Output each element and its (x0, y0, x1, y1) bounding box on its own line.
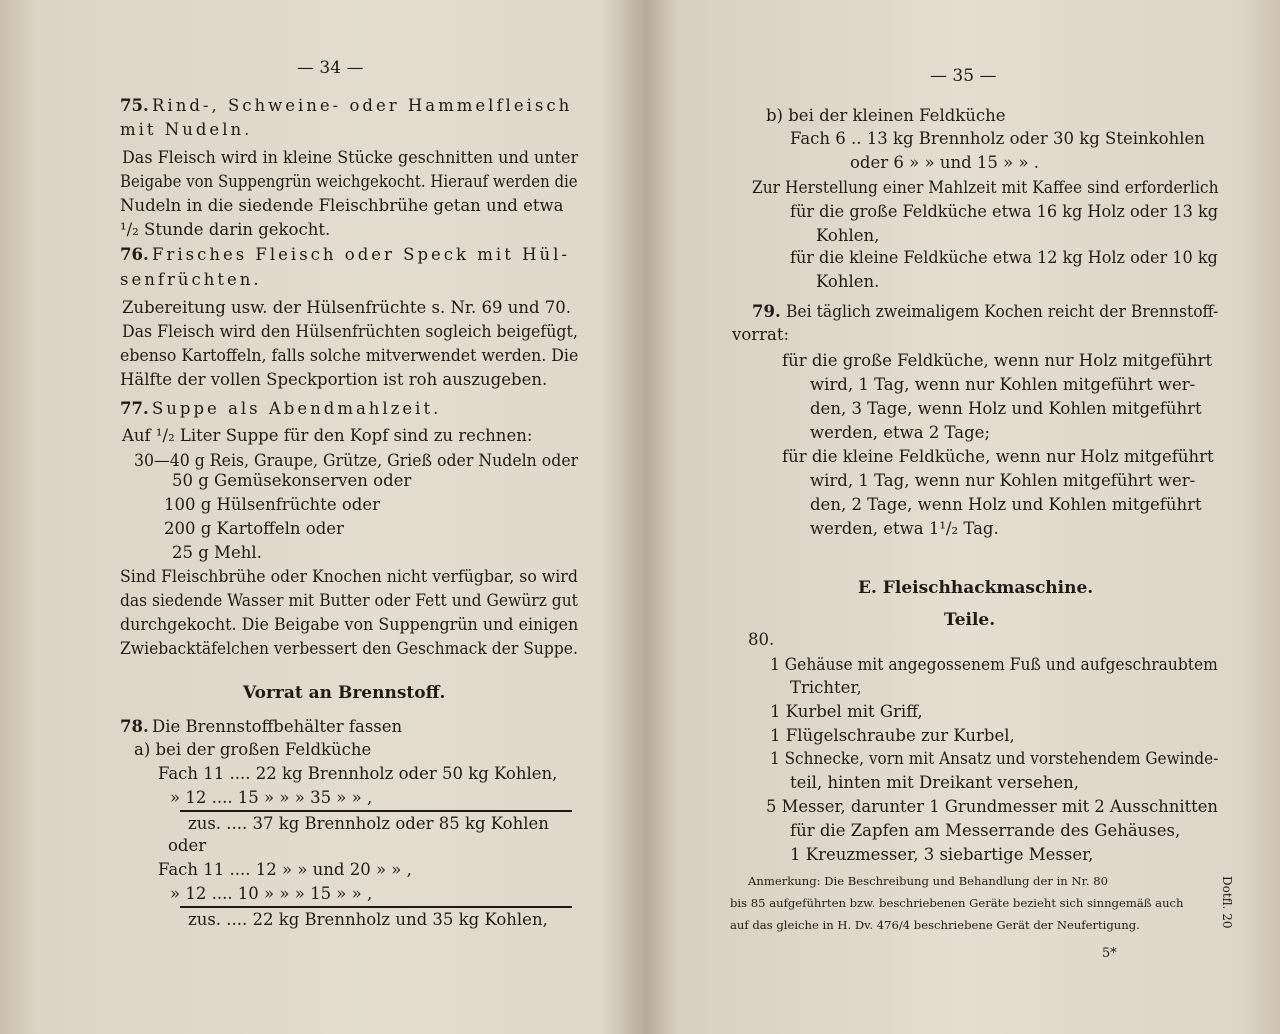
section-76-title: Frisches Fleisch oder Speck mit Hül- (152, 245, 570, 264)
parts-list-item: für die Zapfen am Messerrande des Gehäuses, (790, 821, 1181, 840)
fuel-table-row: oder 6 » » und 15 » » . (850, 153, 1040, 172)
section-79-line: werden, etwa 1¹/₂ Tag. (810, 519, 999, 538)
section-76-line: Das Fleisch wird den Hülsenfrüchten sogleich beigefügt, (122, 322, 578, 341)
section-75-line: Nudeln in die siedende Fleischbrühe getan und etwa (120, 196, 564, 215)
section-77-line: das siedende Wasser mit Butter oder Fett und Gewürz gut (120, 591, 578, 610)
section-76-title-cont: senfrüchten. (120, 270, 262, 289)
parts-list-item: Trichter, (790, 678, 862, 697)
footnote-line: Anmerkung: Die Beschreibung und Behandlung der in Nr. 80 (748, 874, 1108, 888)
fuel-table-row: Fach 11 .... 22 kg Brennholz oder 50 kg Kohlen, (158, 764, 558, 783)
section-76-number: 76. (120, 245, 149, 264)
heading-fuel-supply: Vorrat an Brennstoff. (243, 683, 446, 703)
section-75-line: Beigabe von Suppengrün weichgekocht. Hierauf werden die (120, 172, 578, 191)
parts-list-item: 1 Gehäuse mit angegossenem Fuß und aufgeschraubtem (770, 655, 1218, 674)
footnote-line: auf das gleiche in H. Dv. 476/4 beschriebene Gerät der Neufertigung. (730, 918, 1140, 932)
section-77-line: durchgekocht. Die Beigabe von Suppengrün und einigen (120, 615, 579, 634)
page-number: — 34 — (297, 58, 364, 78)
section-75-title-cont: mit Nudeln. (120, 120, 253, 139)
section-76-line: Hälfte der vollen Speckportion ist roh auszugeben. (120, 370, 548, 389)
section-79-line: den, 3 Tage, wenn Holz und Kohlen mitgeführt (810, 399, 1202, 418)
section-78-number: 78. (120, 717, 149, 736)
parts-list-item: 5 Messer, darunter 1 Grundmesser mit 2 Ausschnitten (766, 797, 1218, 816)
section-77-number: 77. (120, 399, 149, 418)
section-77-list-item: 30—40 g Reis, Graupe, Grütze, Grieß oder Nudeln oder (134, 451, 579, 470)
footnote-line: bis 85 aufgeführten bzw. beschriebenen Geräte bezieht sich sinngemäß auch (730, 896, 1184, 910)
section-79-line: den, 2 Tage, wenn Holz und Kohlen mitgeführt (810, 495, 1202, 514)
section-77-intro: Auf ¹/₂ Liter Suppe für den Kopf sind zu rechnen: (122, 426, 533, 445)
section-77-title: Suppe als Abendmahlzeit. (152, 399, 442, 418)
meal-text-line: Zur Herstellung einer Mahlzeit mit Kaffee sind erforderlich (752, 178, 1219, 197)
section-78-b: b) bei der kleinen Feldküche (766, 106, 1006, 125)
section-79-line: werden, etwa 2 Tage; (810, 423, 991, 442)
section-76-line: Zubereitung usw. der Hülsenfrüchte s. Nr. 69 und 70. (122, 298, 572, 317)
heading-e-meat-grinder: E. Fleischhackmaschine. (858, 578, 1094, 598)
page-35 (640, 0, 1280, 1034)
parts-list-item: teil, hinten mit Dreikant versehen, (790, 773, 1079, 792)
parts-list-item: 1 Flügelschraube zur Kurbel, (770, 726, 1015, 745)
fuel-table-or: oder (168, 836, 207, 855)
section-79-line: Bei täglich zweimaligem Kochen reicht der Brennstoff- (786, 302, 1219, 321)
page-number: — 35 — (930, 66, 997, 86)
section-77-list-item: 25 g Mehl. (172, 543, 262, 562)
section-77-line: Sind Fleischbrühe oder Knochen nicht verfügbar, so wird (120, 567, 578, 586)
meal-text-line: für die große Feldküche etwa 16 kg Holz oder 13 kg (790, 202, 1219, 221)
fuel-table-row: Fach 11 .... 12 » » und 20 » » , (158, 860, 412, 879)
section-79-line: vorrat: (732, 325, 790, 344)
parts-list-item: 1 Kurbel mit Griff, (770, 702, 923, 721)
section-77-list-item: 100 g Hülsenfrüchte oder (164, 495, 380, 514)
section-79-number: 79. (752, 302, 781, 321)
section-80-number: 80. (748, 630, 775, 649)
parts-list-item: 1 Schnecke, vorn mit Ansatz und vorstehendem Gewinde- (770, 749, 1219, 768)
section-77-list-item: 200 g Kartoffeln oder (164, 519, 344, 538)
section-78-a: a) bei der großen Feldküche (134, 740, 372, 759)
section-75-number: 75. (120, 96, 149, 115)
section-79-line: für die große Feldküche, wenn nur Holz mitgeführt (782, 351, 1213, 370)
section-78-title: Die Brennstoffbehälter fassen (152, 717, 403, 736)
section-76-line: ebenso Kartoffeln, falls solche mitverwendet werden. Die (120, 346, 579, 365)
section-77-list-item: 50 g Gemüsekonserven oder (172, 471, 412, 490)
section-75-line: ¹/₂ Stunde darin gekocht. (120, 220, 331, 239)
side-print-mark: Dotfl. 20 (1220, 876, 1234, 929)
heading-parts: Teile. (944, 610, 996, 630)
meal-text-line: für die kleine Feldküche etwa 12 kg Holz oder 10 kg (790, 248, 1218, 267)
fuel-table-row: Fach 6 .. 13 kg Brennholz oder 30 kg Steinkohlen (790, 129, 1205, 148)
section-77-line: Zwiebacktäfelchen verbessert den Geschmack der Suppe. (120, 639, 578, 658)
section-79-line: wird, 1 Tag, wenn nur Kohlen mitgeführt wer- (810, 471, 1196, 490)
section-79-line: für die kleine Feldküche, wenn nur Holz mitgeführt (782, 447, 1214, 466)
parts-list-item: 1 Kreuzmesser, 3 siebartige Messer, (790, 845, 1094, 864)
meal-text-line: Kohlen, (816, 226, 880, 245)
meal-text-line: Kohlen. (816, 272, 880, 291)
fuel-table-row: » 12 .... 15 » » » 35 » » , (170, 788, 373, 807)
fuel-table-total: zus. .... 22 kg Brennholz und 35 kg Kohlen, (188, 910, 548, 929)
section-75-line: Das Fleisch wird in kleine Stücke geschnitten und unter (122, 148, 579, 167)
signature-mark: 5* (1102, 946, 1117, 961)
section-75-title: Rind-, Schweine- oder Hammelfleisch (152, 96, 573, 115)
fuel-table-row: » 12 .... 10 » » » 15 » » , (170, 884, 373, 903)
fuel-table-total: zus. .... 37 kg Brennholz oder 85 kg Kohlen (188, 814, 549, 833)
section-79-line: wird, 1 Tag, wenn nur Kohlen mitgeführt wer- (810, 375, 1196, 394)
